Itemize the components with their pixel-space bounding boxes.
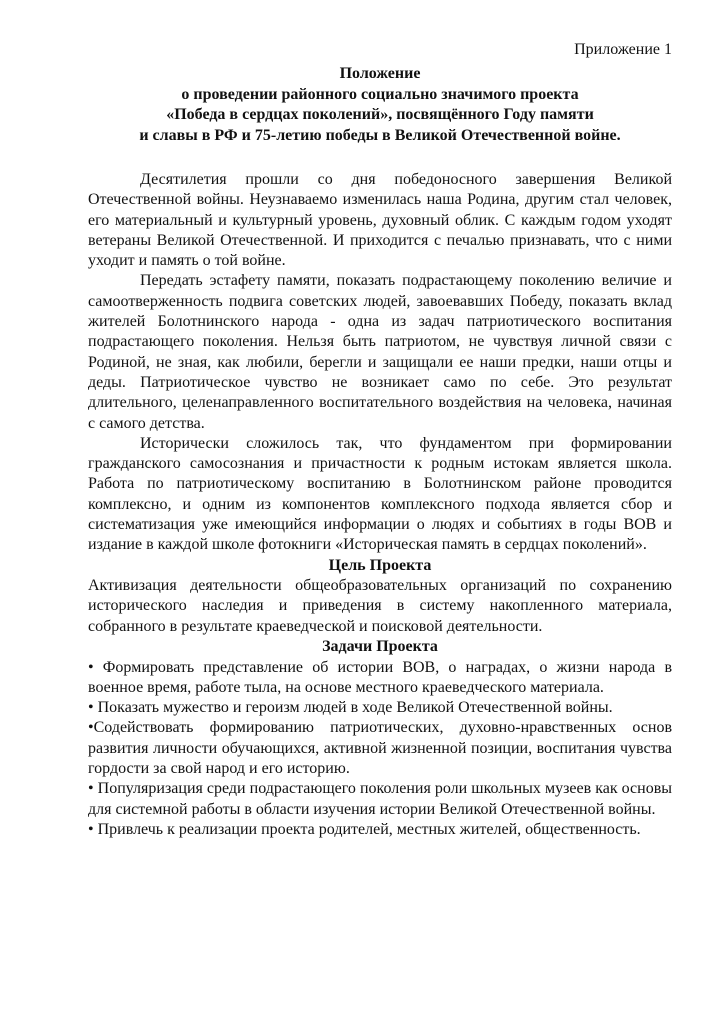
task-item-3: •Содействовать формированию патриотических, духовно-нравственных основ развития личности обучающихся, активной жизненной позиции, воспитания чувства гордости за свой народ и его историю. <box>88 719 672 778</box>
document-title <box>88 64 672 146</box>
title-line-1: Положение <box>339 65 421 82</box>
goal-heading: Цель Проекта <box>328 556 432 574</box>
title-line-2: о проведении районного социально значимого проекта <box>181 85 579 103</box>
task-item-5: • Привлечь к реализации проекта родителей, местных жителей, общественность. <box>88 820 641 838</box>
task-item-4: • Популяризация среди подрастающего поколения роли школьных музеев как основы для системной работы в области изучения истории Великой Отечественной войны. <box>88 780 672 818</box>
intro-paragraph-2: Передать эстафету памяти, показать подрастающему поколению величие и самоотверженность подвига советских людей, завоевавших Победу, показать вклад жителей Болотнинского народа - одна из задач патриотического воспитания подрастающего поколения. Нельзя быть патриотом, не чувствуя личной связи с Родиной, не зная, как любили, берегли и защищали ее наши предки, наши отцы и деды. Патриотическое чувство не возникает само по себе. Это результат длительного, целенаправленного воспитательного воздействия на человека, начиная с самого детства. <box>88 272 672 432</box>
title-line-3: «Победа в сердцах поколений», посвящённого Году памяти <box>166 106 594 123</box>
task-item-1: • Формировать представление об истории ВОВ, о наградах, о жизни народа в военное время, работе тыла, на основе местного краеведческого материала. <box>88 658 672 696</box>
task-item-2: • Показать мужество и героизм людей в ходе Великой Отечественной войны. <box>88 699 613 717</box>
intro-paragraph-3: Исторически сложилось так, что фундаментом при формировании гражданского самосознания и причастности к родным истокам является школа. Работа по патриотическому воспитанию в Болотнинском районе проводится комплексно, и одним из компонентов комплексного подхода является сбор и систематизация уже имеющийся информации о людях и событиях в годы ВОВ и издание в каждой школе фотокниги «Историческая память в сердцах поколений». <box>88 434 672 554</box>
tasks-heading: Задачи Проекта <box>322 638 438 656</box>
title-line-4: и славы в РФ и 75-летию победы в Великой Отечественной войне. <box>139 126 621 144</box>
appendix-label: Приложение 1 <box>574 41 672 58</box>
intro-paragraph-1: Десятилетия прошли со дня победоносного завершения Великой Отечественной войны. Неузнаваемо изменилась наша Родина, другим стал человек, его материальный и культурный уровень, духовный облик. С каждым годом уходят ветераны Великой Отечественной. И приходится с печалью признавать, что с ними уходит и память о той войне. <box>88 171 672 270</box>
goal-text: Активизация деятельности общеобразовательных организаций по сохранению исторического наследия и приведения в систему накопленного материала, собранного в результате краеведческой и поисковой деятельности. <box>88 577 672 635</box>
